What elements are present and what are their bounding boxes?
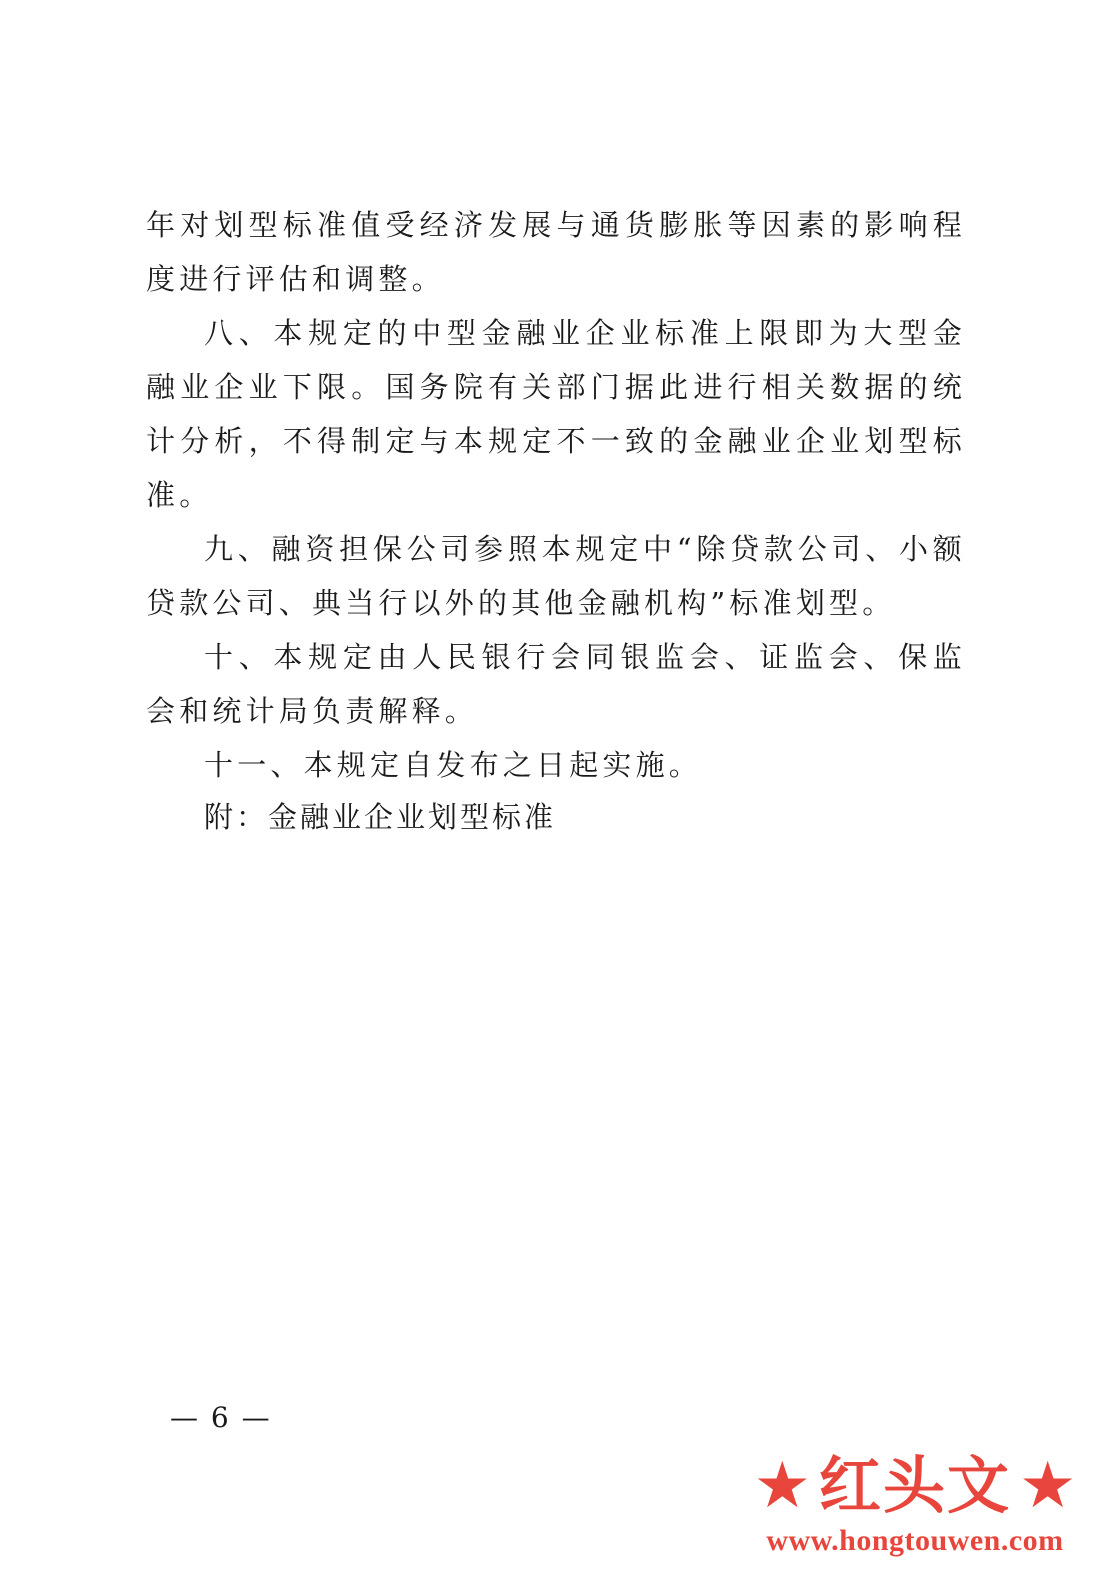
paragraph-article-11: 十一、本规定自发布之日起实施。 xyxy=(204,748,703,782)
page-number: — 6 — xyxy=(170,1401,272,1434)
star-icon: ★ xyxy=(1019,1449,1077,1523)
paragraph-article-10: 十、本规定由人民银行会同银监会、证监会、保监会和统计局负责解释。 xyxy=(146,640,966,728)
watermark-title-row xyxy=(720,1440,1110,1532)
watermark-url: www.hongtouwen.com xyxy=(766,1524,1064,1557)
paragraph-article-8: 八、本规定的中型金融业企业标准上限即为大型金融业企业下限。国务院有关部门据此进行相关数据的统计分析，不得制定与本规定不一致的金融业企业划型标准。 xyxy=(146,316,966,512)
document-body xyxy=(146,198,966,792)
star-icon: ★ xyxy=(753,1449,811,1523)
attachment-note: 附：金融业企业划型标准 xyxy=(204,800,557,834)
watermark-logo xyxy=(720,1440,1110,1580)
paragraph-article-9: 九、融资担保公司参照本规定中“除贷款公司、小额贷款公司、典当行以外的其他金融机构”标准划型。 xyxy=(146,532,966,620)
paragraph-continuation: 年对划型标准值受经济发展与通货膨胀等因素的影响程度进行评估和调整。 xyxy=(146,208,966,296)
watermark-title: 红头文 xyxy=(818,1449,1011,1522)
